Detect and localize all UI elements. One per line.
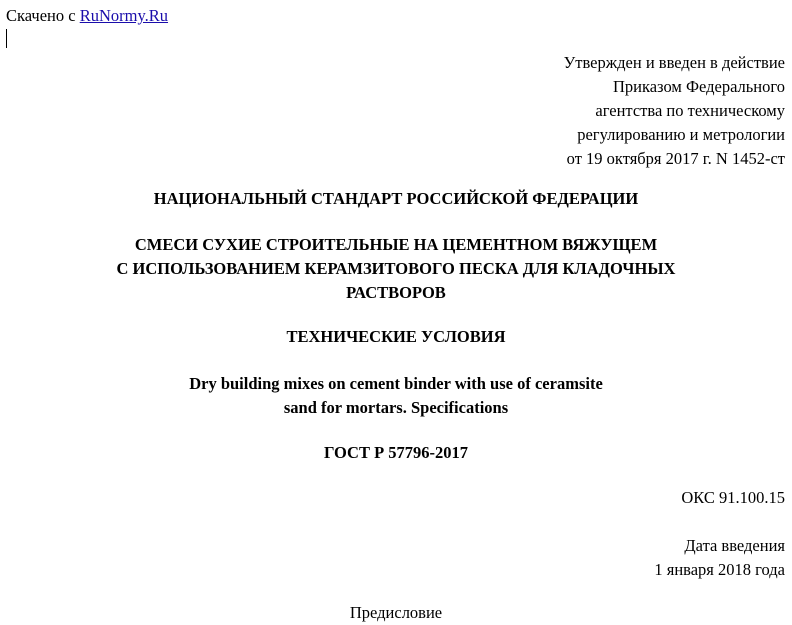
approval-line: регулированию и метрологии xyxy=(577,125,785,144)
approval-block xyxy=(564,51,785,171)
english-title-line: Dry building mixes on cement binder with use of ceramsite xyxy=(189,374,603,393)
intro-date-label: Дата введения xyxy=(684,536,785,555)
title-line: РАСТВОРОВ xyxy=(346,283,446,302)
approval-line: агентства по техническому xyxy=(595,101,785,120)
approval-line: Приказом Федерального xyxy=(612,77,785,96)
gost-number: ГОСТ Р 57796-2017 xyxy=(323,443,469,462)
approval-line: Утвержден и введен в действие xyxy=(563,53,785,72)
approval-line: от 19 октября 2017 г. N 1452-ст xyxy=(566,149,785,168)
title-line: С ИСПОЛЬЗОВАНИЕМ КЕРАМЗИТОВОГО ПЕСКА ДЛЯ КЛАДОЧНЫХ xyxy=(116,259,676,278)
source-line xyxy=(6,5,168,27)
document-subtitle: ТЕХНИЧЕСКИЕ УСЛОВИЯ xyxy=(286,327,506,346)
document-title xyxy=(0,233,792,305)
standard-type-heading: НАЦИОНАЛЬНЫЙ СТАНДАРТ РОССИЙСКОЙ ФЕДЕРАЦИИ xyxy=(153,189,639,208)
intro-date-value: 1 января 2018 года xyxy=(654,560,785,579)
english-title-line: sand for mortars. Specifications xyxy=(283,398,509,417)
preface-heading: Предисловие xyxy=(349,603,443,622)
source-prefix: Скачено с xyxy=(6,6,76,25)
title-line: СМЕСИ СУХИЕ СТРОИТЕЛЬНЫЕ НА ЦЕМЕНТНОМ ВЯЖУЩЕМ xyxy=(134,235,658,254)
english-title xyxy=(0,372,792,420)
oks-code: ОКС 91.100.15 xyxy=(681,488,785,507)
text-cursor xyxy=(6,29,7,48)
intro-date-block xyxy=(654,534,785,582)
source-link[interactable]: RuNormy.Ru xyxy=(79,6,169,25)
